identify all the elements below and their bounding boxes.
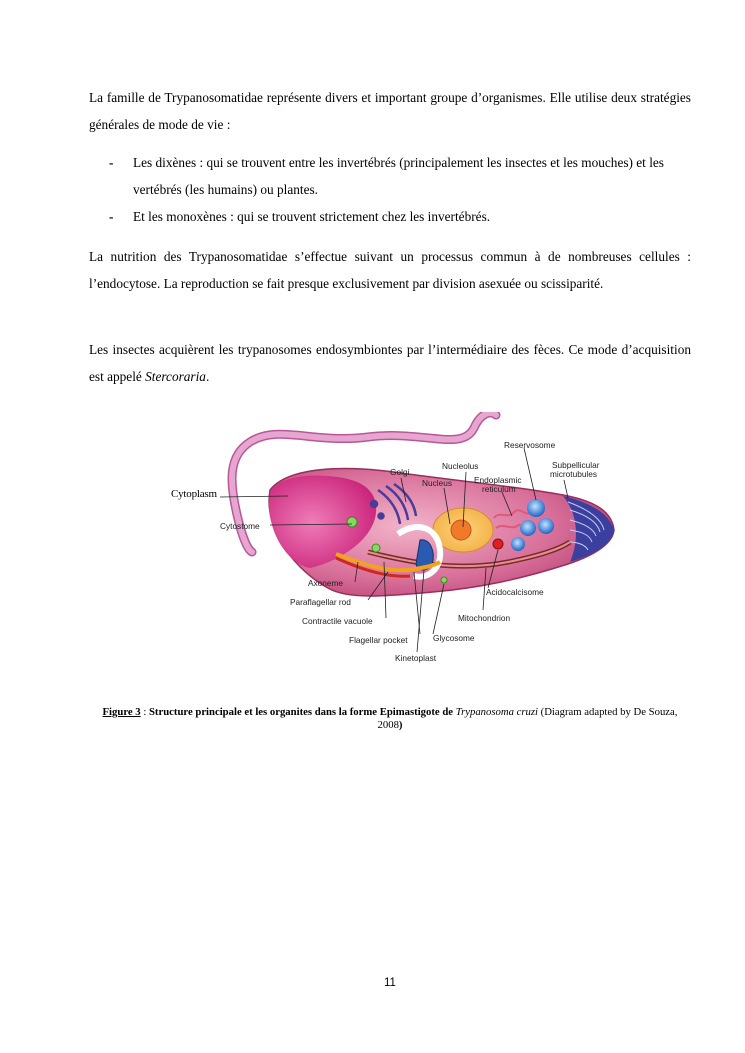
nucleolus <box>451 520 471 540</box>
label-contractile-vacuole: Contractile vacuole <box>302 616 373 626</box>
caption-label: Figure 3 <box>102 706 141 718</box>
bullet-dash: - <box>109 155 114 170</box>
label-paraflagellar-rod: Paraflagellar rod <box>290 597 351 607</box>
caption-title: Structure principale et les organites dans la forme Epimastigote de <box>148 706 456 718</box>
glycosome <box>441 577 447 583</box>
acidocalcisome <box>493 539 503 549</box>
lifestyle-list <box>89 149 691 230</box>
caption-species: Trypanosoma cruzi <box>455 706 538 718</box>
epimastigote-diagram <box>218 412 616 668</box>
label-nucleolus: Nucleolus <box>442 461 479 471</box>
label-axoneme: Axoneme <box>308 578 344 588</box>
label-cytoplasm <box>171 488 217 500</box>
paragraph-insects-end: . <box>205 369 210 384</box>
label-golgi: Golgi <box>390 467 410 477</box>
label-mitochondrion: Mitochondrion <box>458 613 511 623</box>
contractile-vacuole <box>372 544 380 552</box>
label-reservosome: Reservosome <box>504 440 556 450</box>
reservosome <box>527 499 545 517</box>
page-number: 11 <box>384 977 396 989</box>
label-glycosome: Glycosome <box>433 633 475 643</box>
caption-separator: : <box>140 706 149 718</box>
label-subpellicular: Subpellicular <box>552 460 600 470</box>
list-item <box>89 149 691 203</box>
list-item-text: Et les monoxènes : qui se trouvent strictement chez les invertébrés. <box>133 209 491 224</box>
label-kinetoplast: Kinetoplast <box>395 653 437 663</box>
paragraph-nutrition: La nutrition des Trypanosomatidae s’effectue suivant un processus commun à de nombreuses cellules : l’endocytose. La reproduction se fait presque exclusivement par division asexuée ou scissiparité. <box>89 249 691 291</box>
paragraph-intro: La famille de Trypanosomatidae représente divers et important groupe d’organismes. Elle utilise deux stratégies générales de mode de vie : <box>89 90 691 132</box>
label-cytostome: Cytostome <box>220 521 260 531</box>
label-microtubules: microtubules <box>550 469 598 479</box>
label-acidocalcisome: Acidocalcisome <box>486 587 544 597</box>
label-cytoplasm-text: Cytoplasm <box>171 488 217 500</box>
cytostome-vesicle <box>347 517 357 527</box>
reservosome <box>520 520 536 536</box>
reservosome <box>538 518 554 534</box>
paragraph-insects-text: Les insectes acquièrent les trypanosomes endosymbiontes par l’intermédiaire des fèces. Ce mode d’acquisition est appelé <box>89 342 691 384</box>
diagram-svg <box>218 412 616 668</box>
label-flagellar-pocket: Flagellar pocket <box>349 635 408 645</box>
label-nucleus: Nucleus <box>422 478 452 488</box>
caption-close: ) <box>398 719 403 731</box>
reservosome <box>511 537 525 551</box>
list-item <box>89 203 691 230</box>
figure-caption <box>100 706 680 732</box>
label-reticulum: reticulum <box>482 484 516 494</box>
list-item-text: Les dixènes : qui se trouvent entre les invertébrés (principalement les insectes et les mouches) et les vertébrés (les humains) ou plantes. <box>133 155 664 197</box>
label-endoplasmic: Endoplasmic <box>474 475 522 485</box>
bullet-dash: - <box>109 209 114 224</box>
term-stercoraria: Stercoraria <box>145 369 206 384</box>
caption-source: (Diagram adapted by De Souza, 2008 <box>377 706 678 731</box>
paragraph-insects <box>89 336 691 390</box>
cytoplasm-leader <box>220 490 290 502</box>
